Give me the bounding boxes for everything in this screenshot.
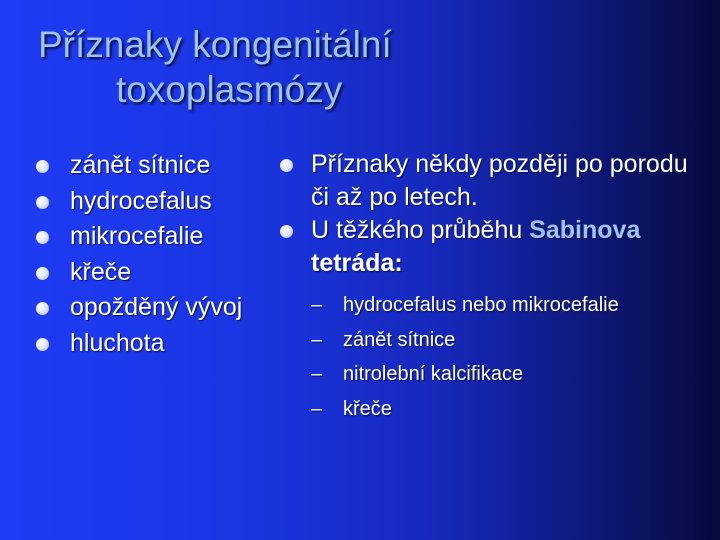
dash-icon: – — [311, 294, 323, 316]
list-item — [36, 255, 296, 291]
list-item-text: zánět sítnice — [70, 151, 211, 179]
bullet-icon — [280, 159, 293, 172]
symptom-list — [36, 148, 296, 361]
bullet-icon — [36, 267, 49, 280]
list-item-text-prefix: U těžkého průběhu — [311, 216, 530, 244]
list-item-text: Příznaky někdy později po porodu či až po letech. — [311, 150, 688, 211]
sub-list-item-text: křeče — [343, 397, 392, 420]
sub-list-item — [311, 288, 700, 323]
list-item — [280, 214, 700, 426]
sub-list-item-text: zánět sítnice — [343, 328, 456, 351]
sub-list-item — [311, 392, 700, 427]
bullet-icon — [36, 196, 49, 209]
bold-term: tetráda: — [311, 249, 403, 277]
title-line-2: toxoplasmózy — [116, 69, 343, 110]
bullet-icon — [36, 302, 49, 315]
list-item-text: křeče — [70, 257, 132, 286]
list-item — [36, 184, 296, 220]
title-line-1: Příznaky kongenitální — [38, 24, 392, 65]
slide-title — [38, 22, 392, 112]
sub-list-item-text: hydrocefalus nebo mikrocefalie — [343, 294, 619, 316]
bullet-icon — [36, 160, 49, 173]
list-item — [280, 148, 700, 214]
dash-icon: – — [311, 363, 323, 385]
bullet-icon — [36, 338, 49, 351]
sub-list-item-text: nitrolební kalcifikace — [343, 363, 524, 385]
list-item — [36, 219, 296, 255]
notes-list — [280, 148, 700, 426]
list-item-text: opožděný vývoj — [70, 293, 243, 321]
dash-icon: – — [311, 397, 323, 420]
sub-list-item — [311, 357, 700, 392]
dash-icon: – — [311, 328, 323, 351]
list-item-text: mikrocefalie — [70, 222, 204, 250]
list-item-text: hydrocefalus — [70, 186, 212, 215]
list-item — [36, 290, 296, 326]
sub-list — [311, 288, 700, 426]
list-item — [36, 148, 296, 184]
list-item-text: hluchota — [70, 328, 165, 357]
highlight-term: Sabinova — [529, 216, 641, 244]
bullet-icon — [36, 231, 49, 244]
list-item — [36, 326, 296, 362]
sub-list-item — [311, 323, 700, 358]
bullet-icon — [280, 225, 293, 238]
